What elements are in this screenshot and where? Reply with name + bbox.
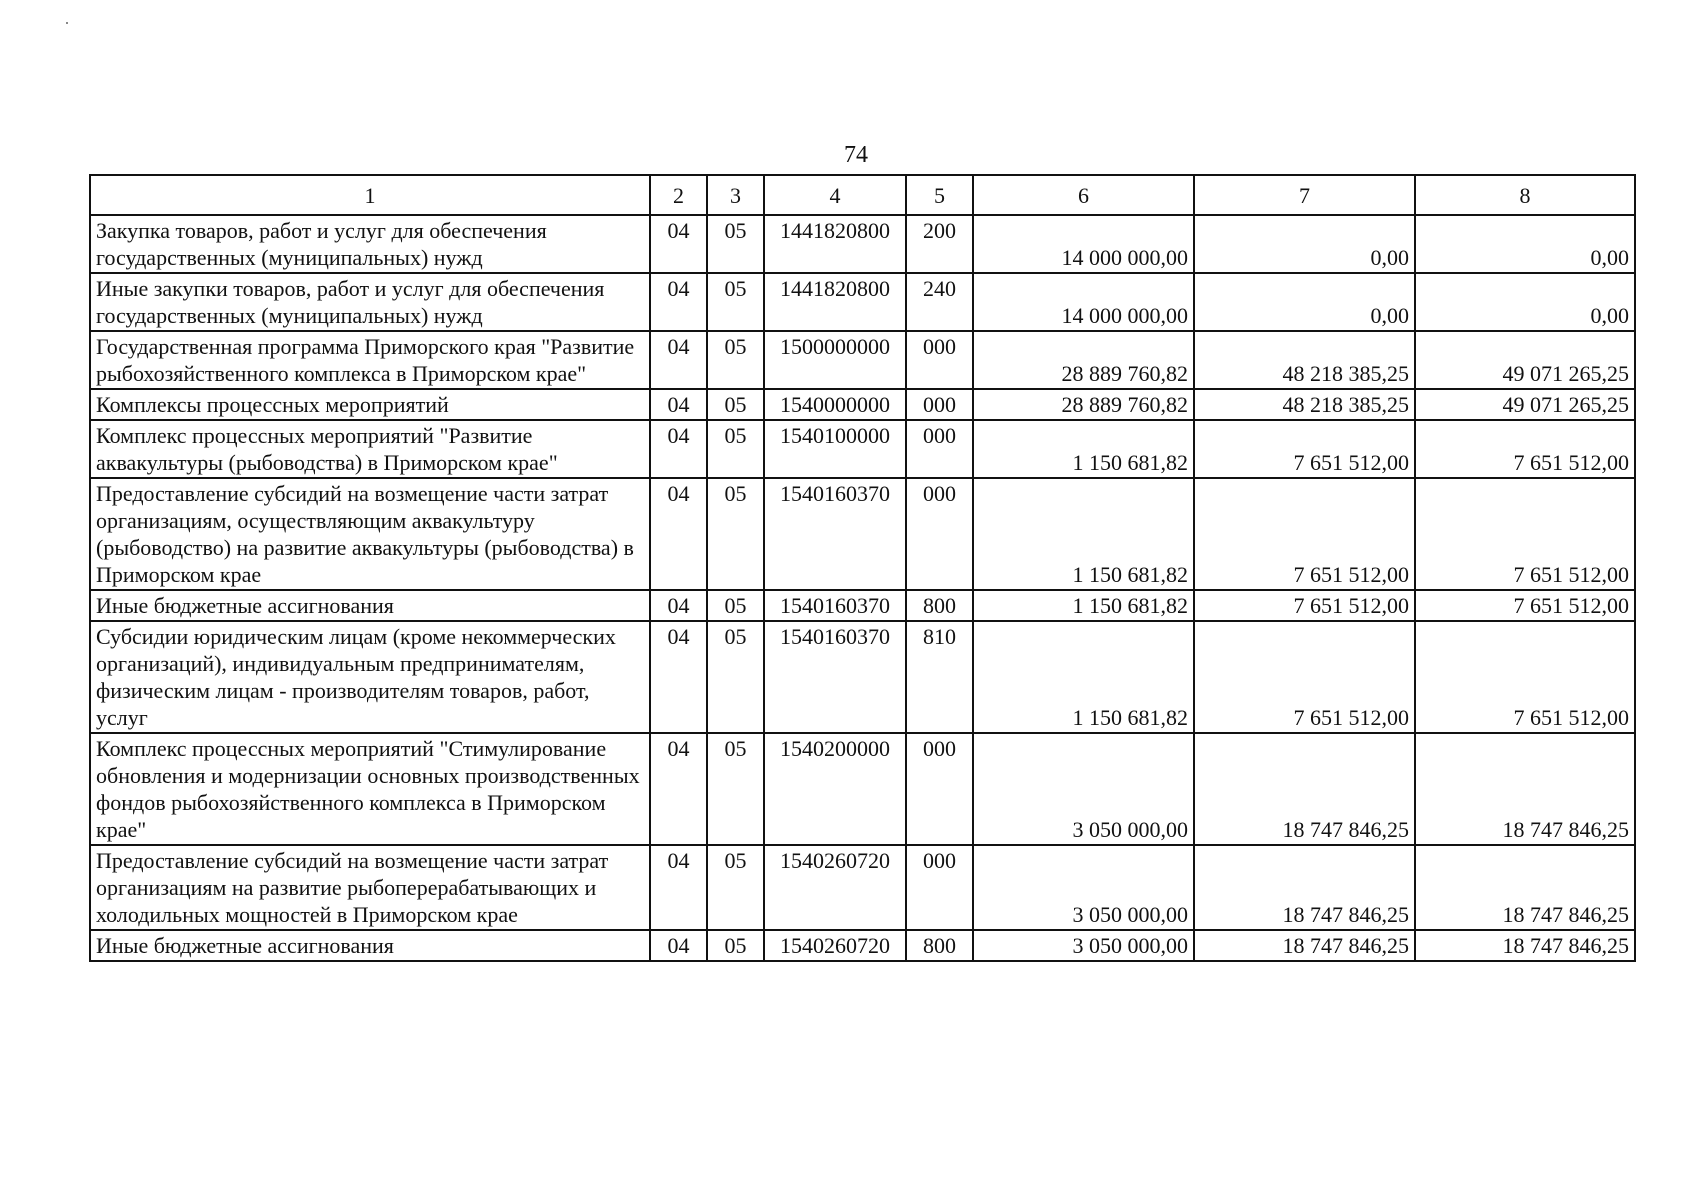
table-row [90,331,1635,389]
section-code: 04 [650,733,707,845]
table-row [90,845,1635,930]
table-row [90,733,1635,845]
target-article-code: 1540200000 [764,733,906,845]
target-article-code: 1540100000 [764,420,906,478]
amount-col-6: 3 050 000,00 [973,845,1194,930]
amount-col-6: 14 000 000,00 [973,215,1194,273]
section-code: 04 [650,420,707,478]
amount-col-7: 7 651 512,00 [1194,590,1415,621]
amount-col-8: 7 651 512,00 [1415,621,1635,733]
section-code: 04 [650,590,707,621]
subsection-code: 05 [707,389,764,420]
amount-col-8: 7 651 512,00 [1415,420,1635,478]
amount-col-7: 7 651 512,00 [1194,478,1415,590]
amount-col-8: 0,00 [1415,273,1635,331]
budget-table-container [89,174,1634,962]
header-row [90,175,1635,215]
amount-col-6: 1 150 681,82 [973,621,1194,733]
section-code: 04 [650,215,707,273]
amount-col-6: 1 150 681,82 [973,420,1194,478]
subsection-code: 05 [707,590,764,621]
budget-table [89,174,1636,962]
amount-col-7: 48 218 385,25 [1194,331,1415,389]
subsection-code: 05 [707,420,764,478]
target-article-code: 1441820800 [764,273,906,331]
table-row [90,930,1635,961]
section-code: 04 [650,331,707,389]
amount-col-7: 18 747 846,25 [1194,733,1415,845]
expense-type-code: 000 [906,389,973,420]
amount-col-8: 0,00 [1415,215,1635,273]
expense-type-code: 000 [906,478,973,590]
subsection-code: 05 [707,478,764,590]
target-article-code: 1540160370 [764,478,906,590]
table-row [90,389,1635,420]
table-row [90,420,1635,478]
page-number: 74 [844,142,868,168]
section-code: 04 [650,930,707,961]
subsection-code: 05 [707,621,764,733]
expense-type-code: 240 [906,273,973,331]
row-name: Комплекс процессных мероприятий "Развитие аквакультуры (рыбоводства) в Приморском крае" [90,420,650,478]
target-article-code: 1540260720 [764,930,906,961]
subsection-code: 05 [707,733,764,845]
section-code: 04 [650,478,707,590]
amount-col-7: 0,00 [1194,273,1415,331]
amount-col-8: 49 071 265,25 [1415,389,1635,420]
header-cell-5: 5 [906,175,973,215]
header-cell-2: 2 [650,175,707,215]
header-cell-6: 6 [973,175,1194,215]
expense-type-code: 800 [906,590,973,621]
section-code: 04 [650,621,707,733]
row-name: Предоставление субсидий на возмещение части затрат организациям, осуществляющим аквакультуру (рыбоводство) на развитие аквакультуры (рыбоводства) в Приморском крае [90,478,650,590]
amount-col-8: 49 071 265,25 [1415,331,1635,389]
row-name: Комплекс процессных мероприятий "Стимулирование обновления и модернизации основных производственных фондов рыбохозяйственного комплекса в Приморском крае" [90,733,650,845]
amount-col-6: 28 889 760,82 [973,389,1194,420]
amount-col-7: 7 651 512,00 [1194,420,1415,478]
amount-col-8: 18 747 846,25 [1415,733,1635,845]
amount-col-8: 18 747 846,25 [1415,845,1635,930]
amount-col-6: 28 889 760,82 [973,331,1194,389]
amount-col-8: 18 747 846,25 [1415,930,1635,961]
target-article-code: 1540000000 [764,389,906,420]
amount-col-7: 0,00 [1194,215,1415,273]
row-name: Иные бюджетные ассигнования [90,930,650,961]
expense-type-code: 800 [906,930,973,961]
section-code: 04 [650,845,707,930]
expense-type-code: 810 [906,621,973,733]
subsection-code: 05 [707,331,764,389]
expense-type-code: 000 [906,420,973,478]
table-row [90,273,1635,331]
scan-speck [66,22,68,24]
amount-col-8: 7 651 512,00 [1415,478,1635,590]
table-row [90,621,1635,733]
header-cell-7: 7 [1194,175,1415,215]
target-article-code: 1540160370 [764,590,906,621]
target-article-code: 1540160370 [764,621,906,733]
amount-col-7: 48 218 385,25 [1194,389,1415,420]
target-article-code: 1441820800 [764,215,906,273]
row-name: Иные закупки товаров, работ и услуг для обеспечения государственных (муниципальных) нужд [90,273,650,331]
expense-type-code: 000 [906,331,973,389]
table-row [90,215,1635,273]
amount-col-7: 18 747 846,25 [1194,930,1415,961]
amount-col-8: 7 651 512,00 [1415,590,1635,621]
header-cell-4: 4 [764,175,906,215]
subsection-code: 05 [707,273,764,331]
row-name: Субсидии юридическим лицам (кроме некоммерческих организаций), индивидуальным предпринимателям, физическим лицам - производителям товаров, работ, услуг [90,621,650,733]
amount-col-7: 7 651 512,00 [1194,621,1415,733]
header-cell-1: 1 [90,175,650,215]
amount-col-6: 3 050 000,00 [973,930,1194,961]
expense-type-code: 000 [906,845,973,930]
target-article-code: 1500000000 [764,331,906,389]
row-name: Закупка товаров, работ и услуг для обеспечения государственных (муниципальных) нужд [90,215,650,273]
amount-col-6: 1 150 681,82 [973,590,1194,621]
subsection-code: 05 [707,930,764,961]
expense-type-code: 200 [906,215,973,273]
header-cell-8: 8 [1415,175,1635,215]
table-row [90,590,1635,621]
row-name: Государственная программа Приморского края "Развитие рыбохозяйственного комплекса в Приморском крае" [90,331,650,389]
row-name: Комплексы процессных мероприятий [90,389,650,420]
amount-col-6: 1 150 681,82 [973,478,1194,590]
row-name: Иные бюджетные ассигнования [90,590,650,621]
amount-col-6: 3 050 000,00 [973,733,1194,845]
amount-col-6: 14 000 000,00 [973,273,1194,331]
subsection-code: 05 [707,845,764,930]
subsection-code: 05 [707,215,764,273]
table-row [90,478,1635,590]
header-cell-3: 3 [707,175,764,215]
row-name: Предоставление субсидий на возмещение части затрат организациям на развитие рыбоперерабатывающих и холодильных мощностей в Приморском крае [90,845,650,930]
section-code: 04 [650,389,707,420]
amount-col-7: 18 747 846,25 [1194,845,1415,930]
target-article-code: 1540260720 [764,845,906,930]
expense-type-code: 000 [906,733,973,845]
section-code: 04 [650,273,707,331]
